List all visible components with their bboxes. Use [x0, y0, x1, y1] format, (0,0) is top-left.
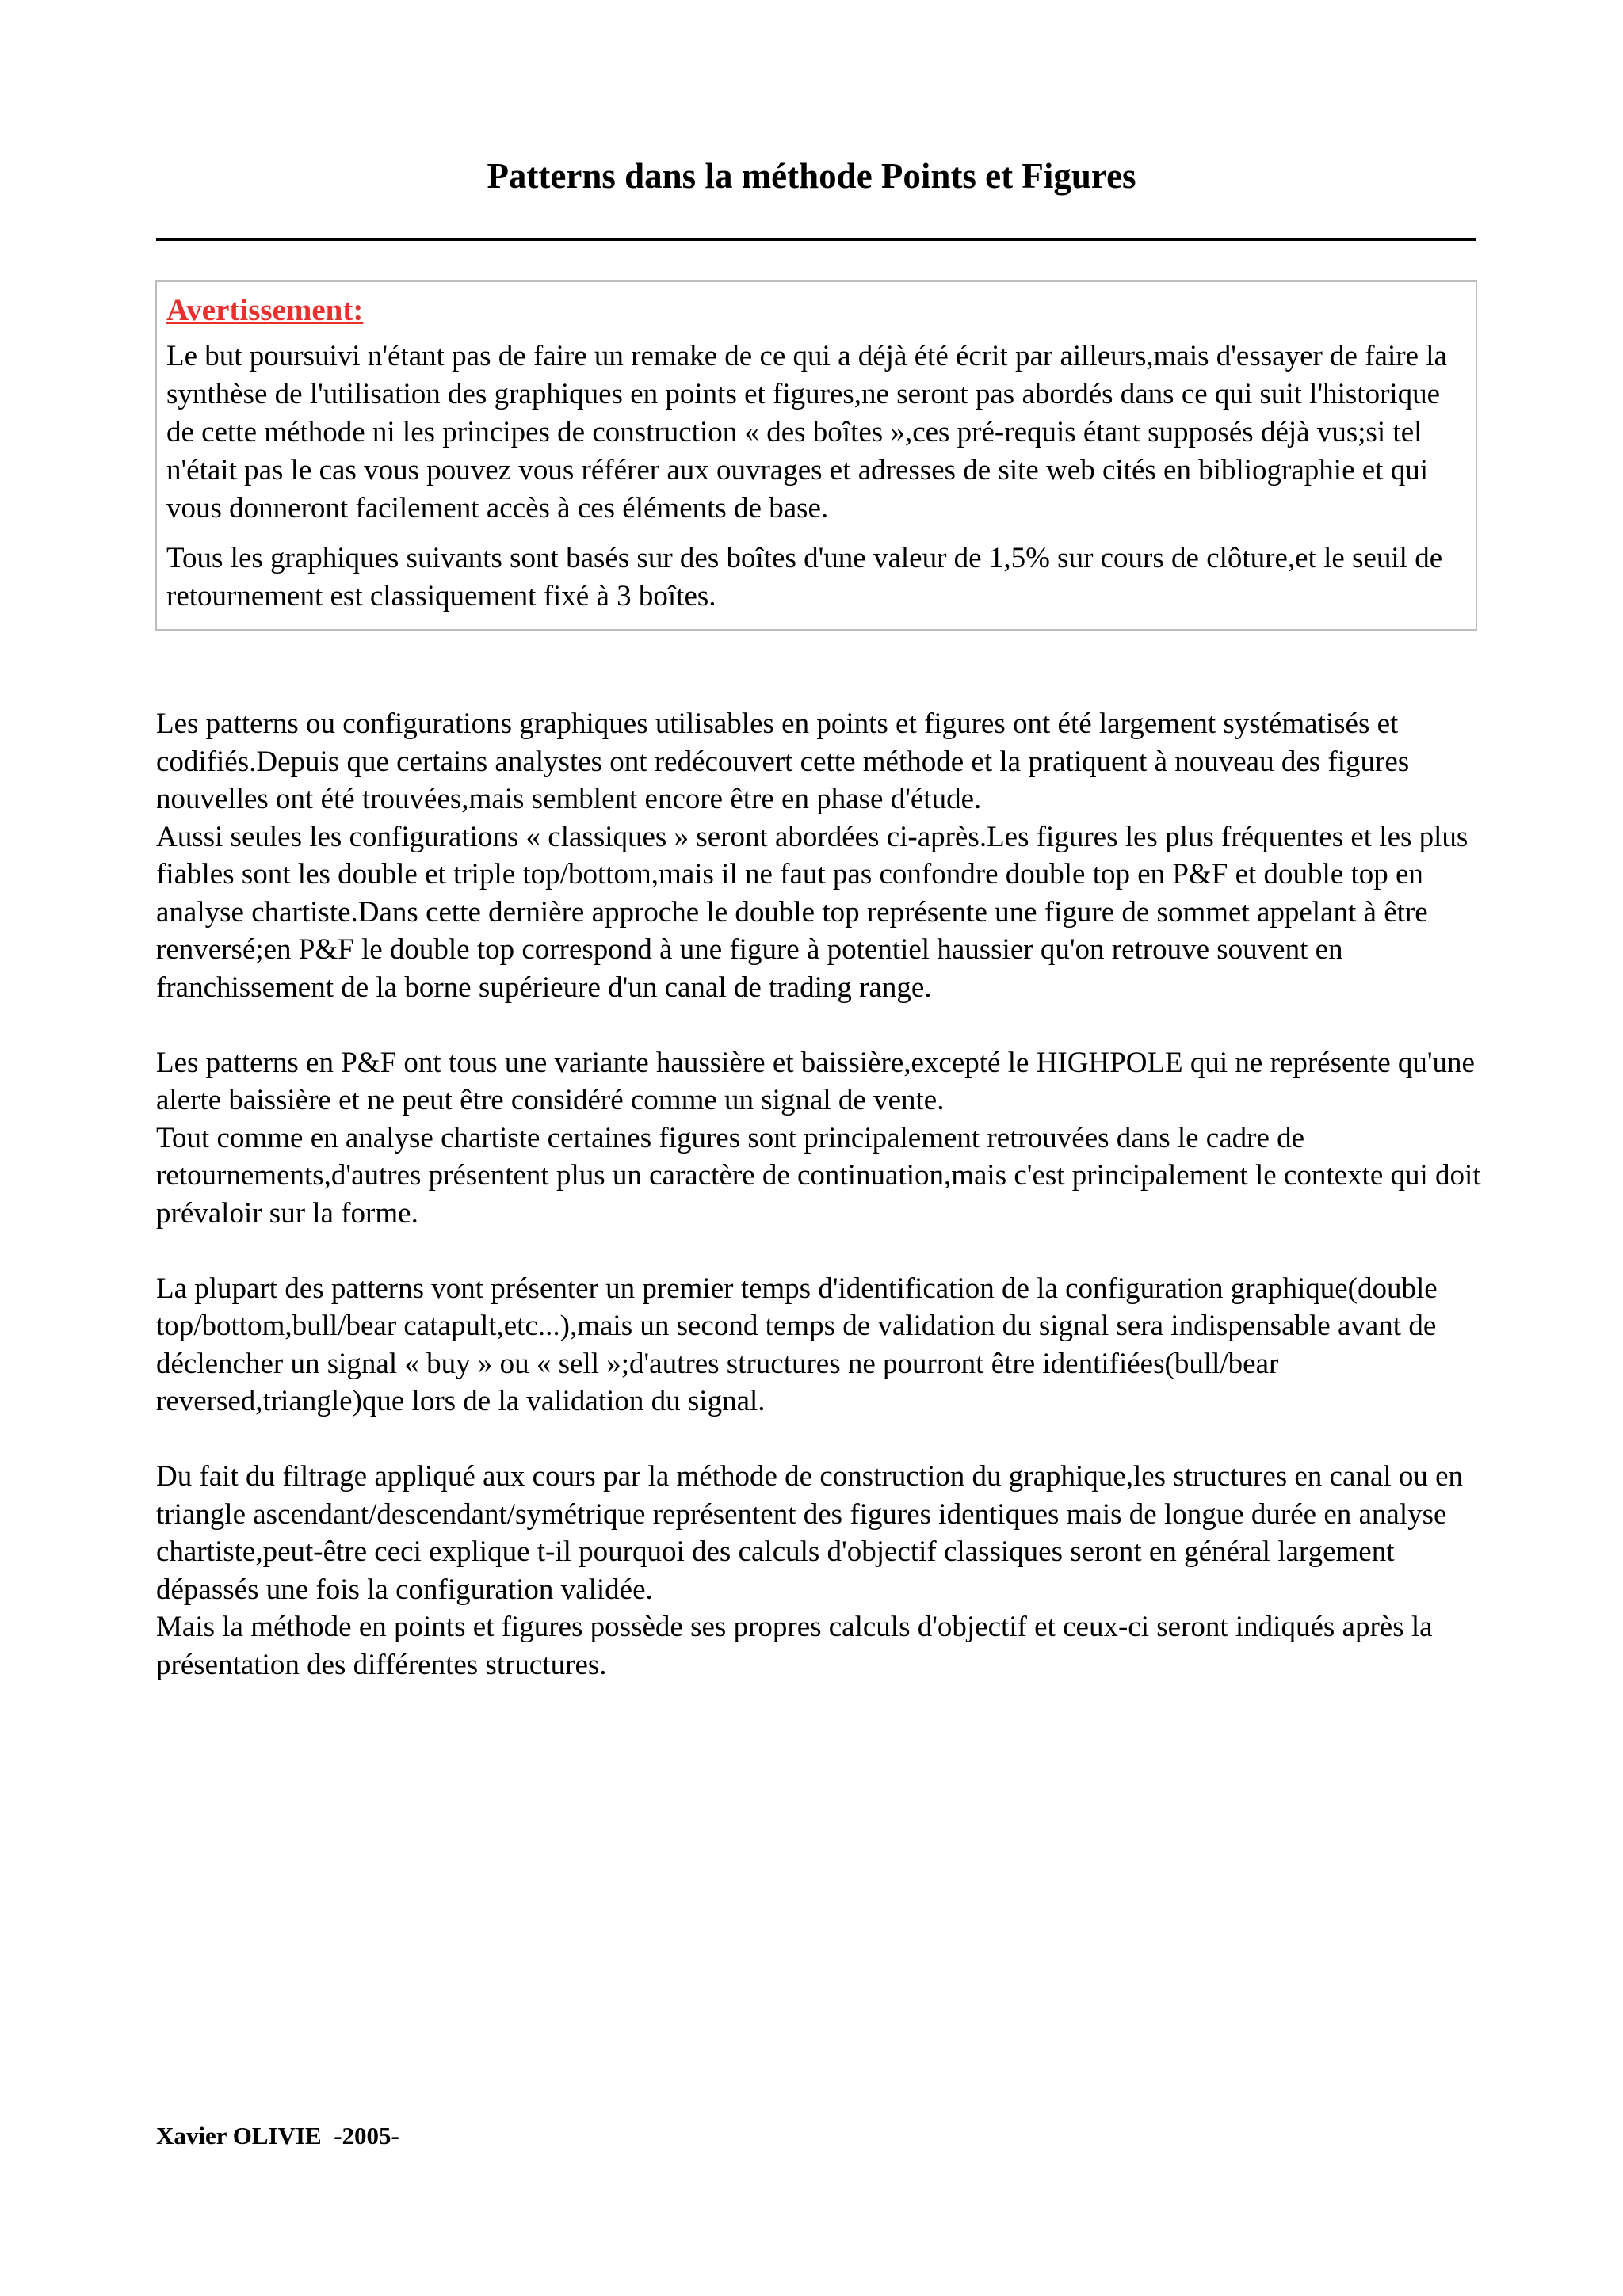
- warning-box: [155, 280, 1477, 631]
- footer-author: Xavier OLIVIE -2005-: [156, 2122, 399, 2149]
- warning-paragraph-1: Le but poursuivi n'étant pas de faire un remake de ce qui a déjà été écrit par ailleurs,mais d'essayer de faire la synthèse de l'utilisation des graphiques en points et figures,ne seront pas abordés dans ce qui suit l'historique de cette méthode ni les principes de construction « des boîtes »,ces pré-requis étant supposés déjà vus;si tel n'était pas le cas vous pouvez vous référer aux ouvrages et adresses de site web cités en bibliographie et qui vous donneront facilement accès à ces éléments de base.: [166, 340, 1447, 524]
- warning-paragraph-2: Tous les graphiques suivants sont basés sur des boîtes d'une valeur de 1,5% sur cours de clôture,et le seuil de retournement est classiquement fixé à 3 boîtes.: [166, 542, 1443, 612]
- title-divider: [156, 238, 1476, 241]
- body-text: [156, 705, 1481, 1684]
- warning-heading: Avertissement:: [166, 293, 364, 327]
- body-paragraph-2: Aussi seules les configurations « classiques » seront abordées ci-après.Les figures les plus fréquentes et les plus fiables sont les double et triple top/bottom,mais il ne faut pas confondre double top en P&F et double top en analyse chartiste.Dans cette dernière approche le double top représente une figure de sommet appelant à être renversé;en P&F le double top correspond à une figure à potentiel haussier qu'on retrouve souvent en franchissement de la borne supérieure d'un canal de trading range.: [156, 820, 1468, 1004]
- body-paragraph-1: Les patterns ou configurations graphiques utilisables en points et figures ont été largement systématisés et codifiés.Depuis que certains analystes ont redécouvert cette méthode et la pratiquent à nouveau des figures nouvelles ont été trouvées,mais semblent encore être en phase d'étude.: [156, 707, 1410, 815]
- body-paragraph-6: Du fait du filtrage appliqué aux cours par la méthode de construction du graphique,les structures en canal ou en triangle ascendant/descendant/symétrique représentent des figures identiques mais de longue durée en analyse chartiste,peut-être ceci explique t-il pourquoi des calculs d'objectif classiques seront en général largement dépassés une fois la configuration validée.: [156, 1460, 1464, 1606]
- body-paragraph-3: Les patterns en P&F ont tous une variante haussière et baissière,excepté le HIGHPOLE qui ne représente qu'une alerte baissière et ne peut être considéré comme un signal de vente.: [156, 1046, 1475, 1116]
- body-paragraph-7: Mais la méthode en points et figures possède ses propres calculs d'objectif et ceux-ci seront indiqués après la présentation des différentes structures.: [156, 1611, 1433, 1681]
- page-title: Patterns dans la méthode Points et Figures: [487, 156, 1136, 196]
- body-paragraph-4: Tout comme en analyse chartiste certaines figures sont principalement retrouvées dans le cadre de retournements,d'autres présentent plus un caractère de continuation,mais c'est principalement le contexte qui doit prévaloir sur la forme.: [156, 1121, 1481, 1230]
- body-paragraph-5: La plupart des patterns vont présenter un premier temps d'identification de la configuration graphique(double top/bottom,bull/bear catapult,etc...),mais un second temps de validation du signal sera indispensable avant de déclencher un signal « buy » ou « sell »;d'autres structures ne pourront être identifiées(bull/bear reversed,triangle)que lors de la validation du signal.: [156, 1272, 1438, 1417]
